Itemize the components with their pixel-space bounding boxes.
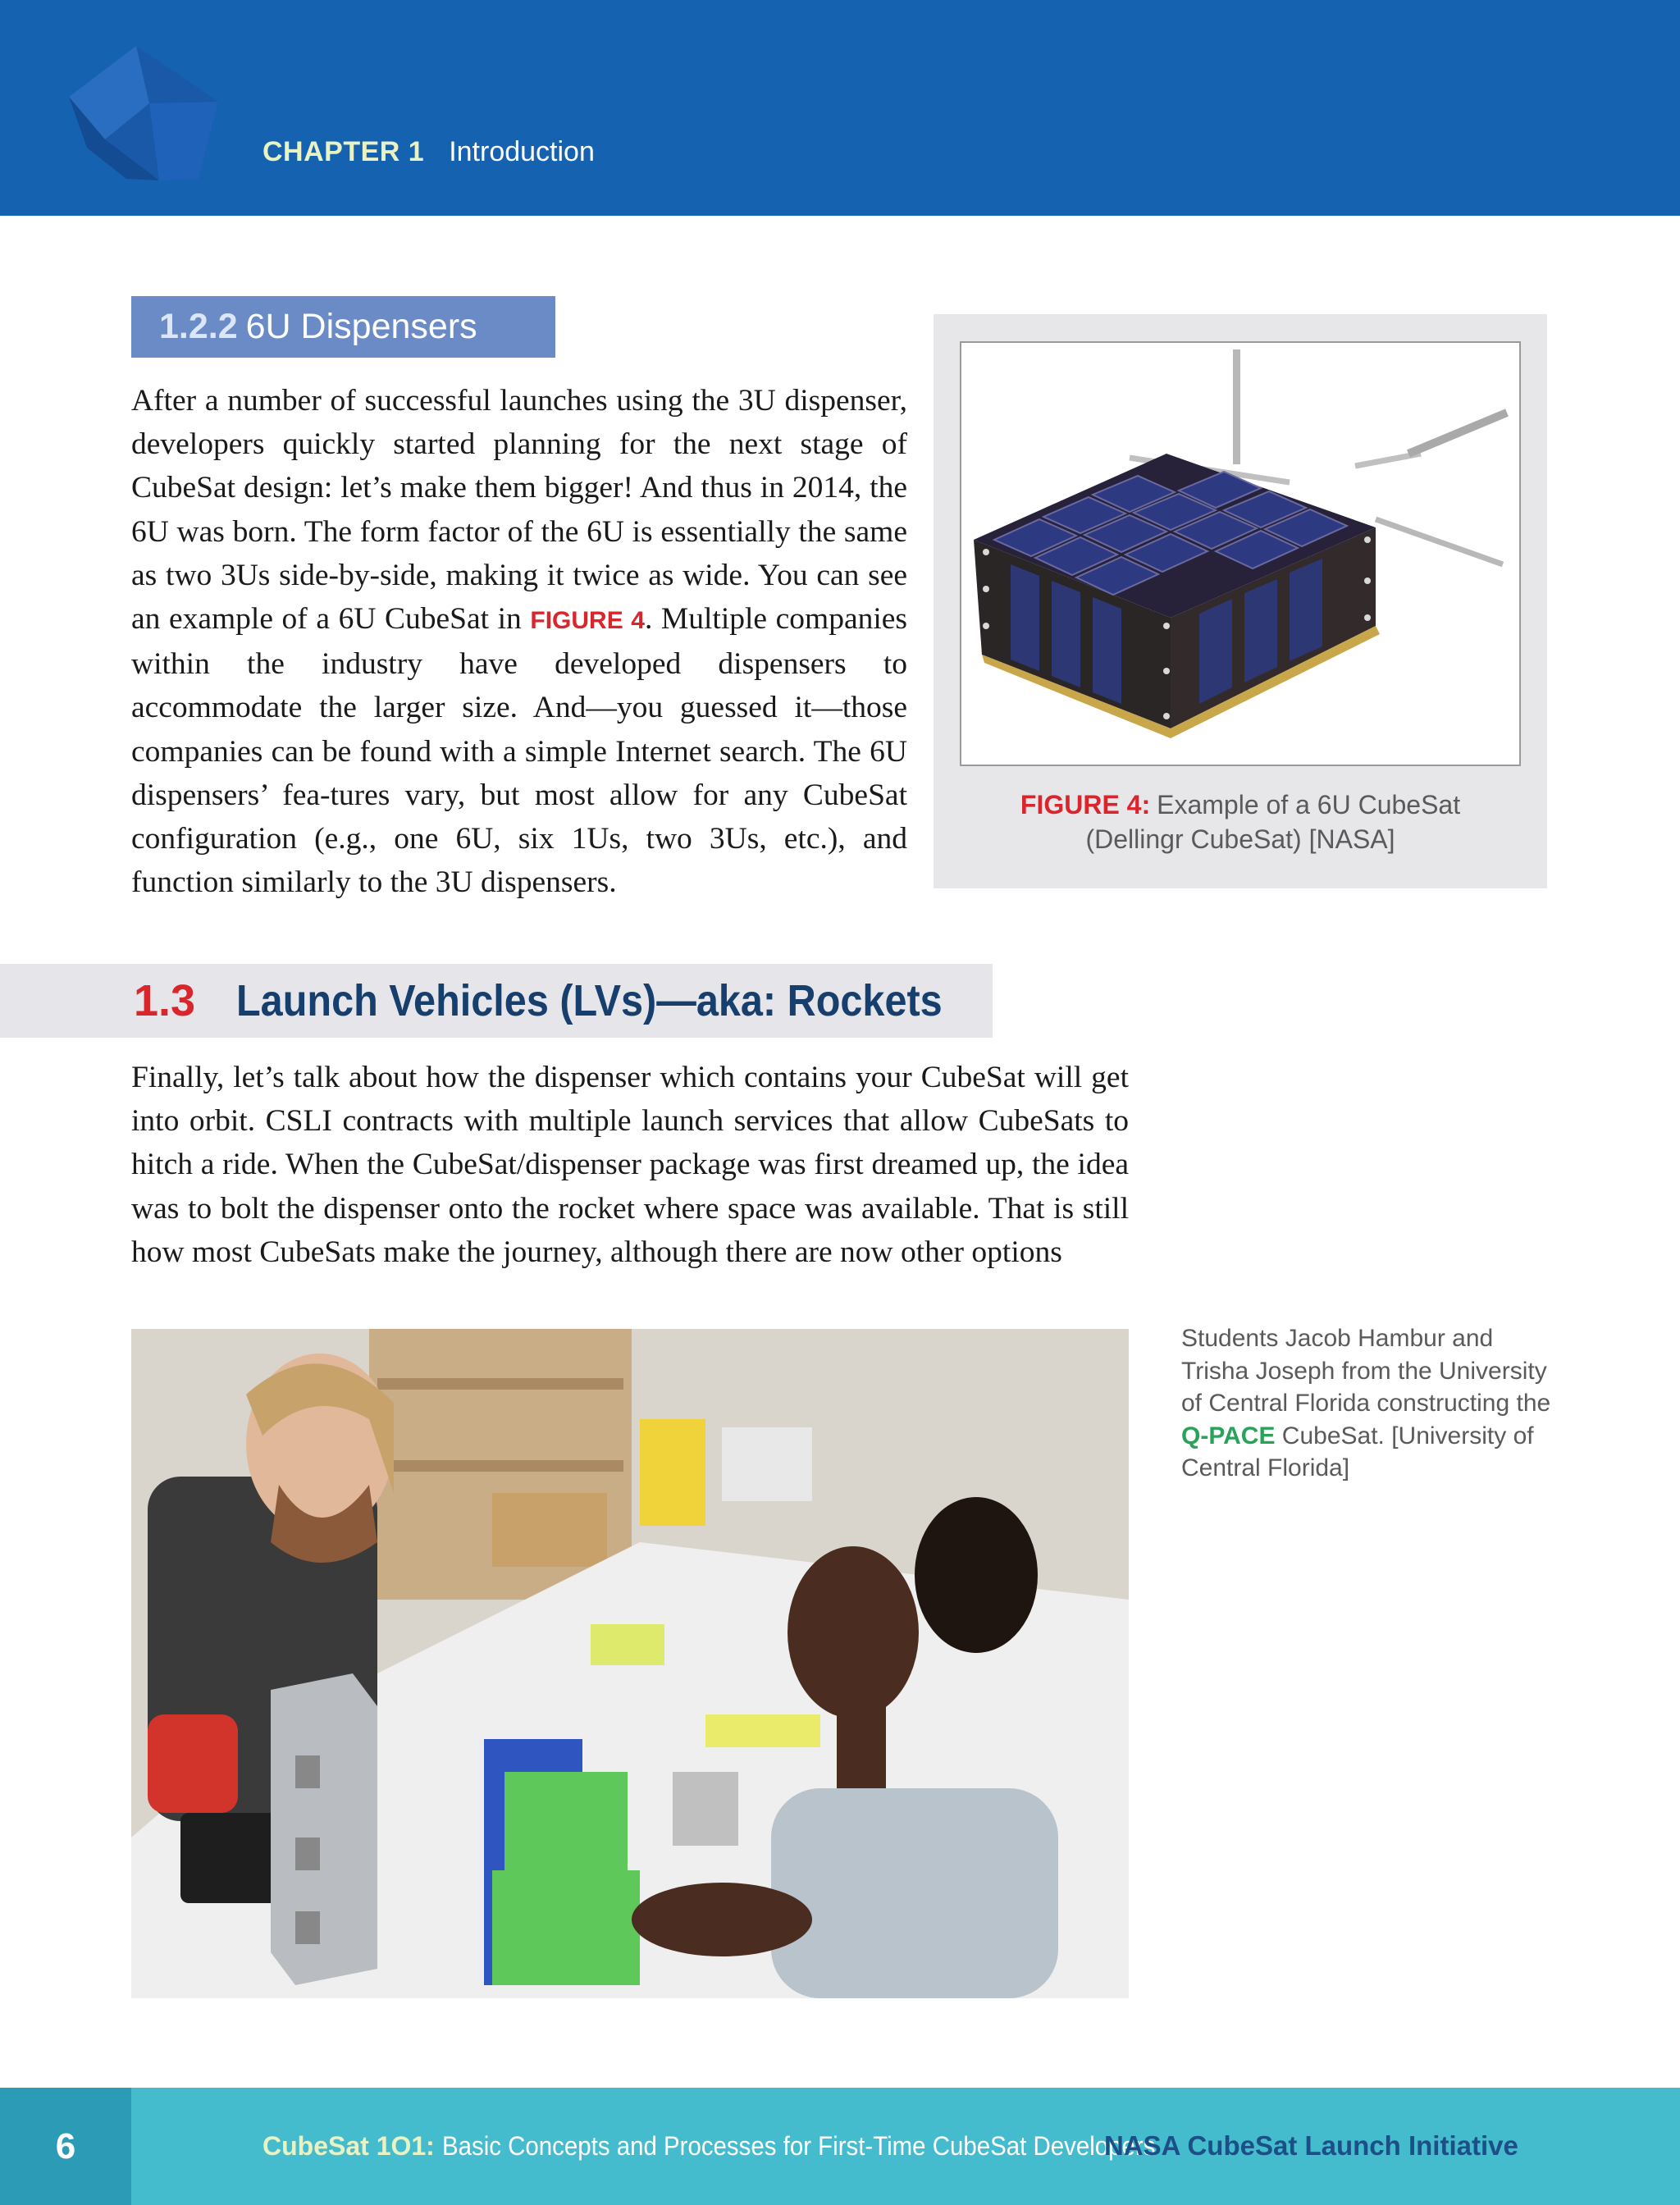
book-title: CubeSat 1O1: — [262, 2131, 435, 2161]
chapter-heading — [262, 136, 595, 168]
caption-text: CubeSat. [University of Central Florida] — [1181, 1422, 1534, 1481]
book-subtitle: Basic Concepts and Processes for First-Time CubeSat Developers — [441, 2131, 1156, 2161]
figure-4-caption-line1: Example of a 6U CubeSat — [1157, 790, 1461, 819]
lab-scene-illustration — [131, 1329, 1129, 1998]
footer-book-title — [262, 2128, 1217, 2164]
paragraph-text: . Multiple companies within the industry have developed dispensers to accommodate the larger size. And—you guessed it—those companies can be found with a simple Internet search. The 6U dispensers’ fea-tures vary, but most allow for any CubeSat configuration (e.g., one 6U, six 1Us, two 3Us, etc.), and function similarly to the 3U dispensers. — [131, 602, 908, 900]
figure-4-caption — [943, 788, 1537, 856]
cube-logo-icon — [57, 25, 230, 189]
q-pace-highlight: Q-PACE — [1181, 1422, 1276, 1449]
figure-4-image-frame — [960, 341, 1521, 766]
paragraph-text: After a number of successful launches using the 3U dispenser, developers quickly started planning for the next stage of CubeSat design: let’s make them bigger! And thus in 2014, the 6U was born. The form factor of the 6U is essentially the same as two 3Us side-by-side, making it twice as wide. You can see an example of a 6U CubeSat in — [131, 384, 907, 637]
section-1-2-2-heading — [131, 296, 555, 358]
chapter-label: CHAPTER 1 — [262, 136, 425, 167]
section-number: 1.2.2 — [159, 307, 238, 346]
chapter-header-band — [0, 0, 1680, 216]
figure-4-label: FIGURE 4: — [1020, 790, 1151, 819]
section-1-2-2-paragraph — [131, 379, 907, 904]
section-1-3-number: 1.3 — [134, 976, 196, 1025]
section-1-3-paragraph: Finally, let’s talk about how the dispenser which contains your CubeSat will get into orbit. CSLI contracts with multiple launch services that allow CubeSats to hitch a ride. When the CubeSat/dispenser package was first dreamed up, the idea was to bolt the dispenser onto the rocket where space was available. That is still how most CubeSats make the journey, although there are now other options — [131, 1061, 1129, 1269]
page-number: 6 — [55, 2126, 76, 2166]
section-1-3-title: Launch Vehicles (LVs)—aka: Rockets — [236, 976, 943, 1025]
figure-4-caption-line2: (Dellingr CubeSat) [NASA] — [1085, 824, 1395, 854]
chapter-title: Introduction — [449, 136, 595, 167]
figure-4-reference-link[interactable]: FIGURE 4 — [530, 607, 645, 635]
students-building-cubesat-photo — [131, 1329, 1129, 1998]
section-title: 6U Dispensers — [245, 307, 477, 346]
footer-publisher: NASA CubeSat Launch Initiative — [1104, 2130, 1518, 2161]
cubesat-6u-illustration — [961, 343, 1519, 765]
photo-caption — [1181, 1322, 1567, 1485]
caption-text: Students Jacob Hambur and Trisha Joseph from the University of Central Florida constructing the — [1181, 1325, 1551, 1417]
